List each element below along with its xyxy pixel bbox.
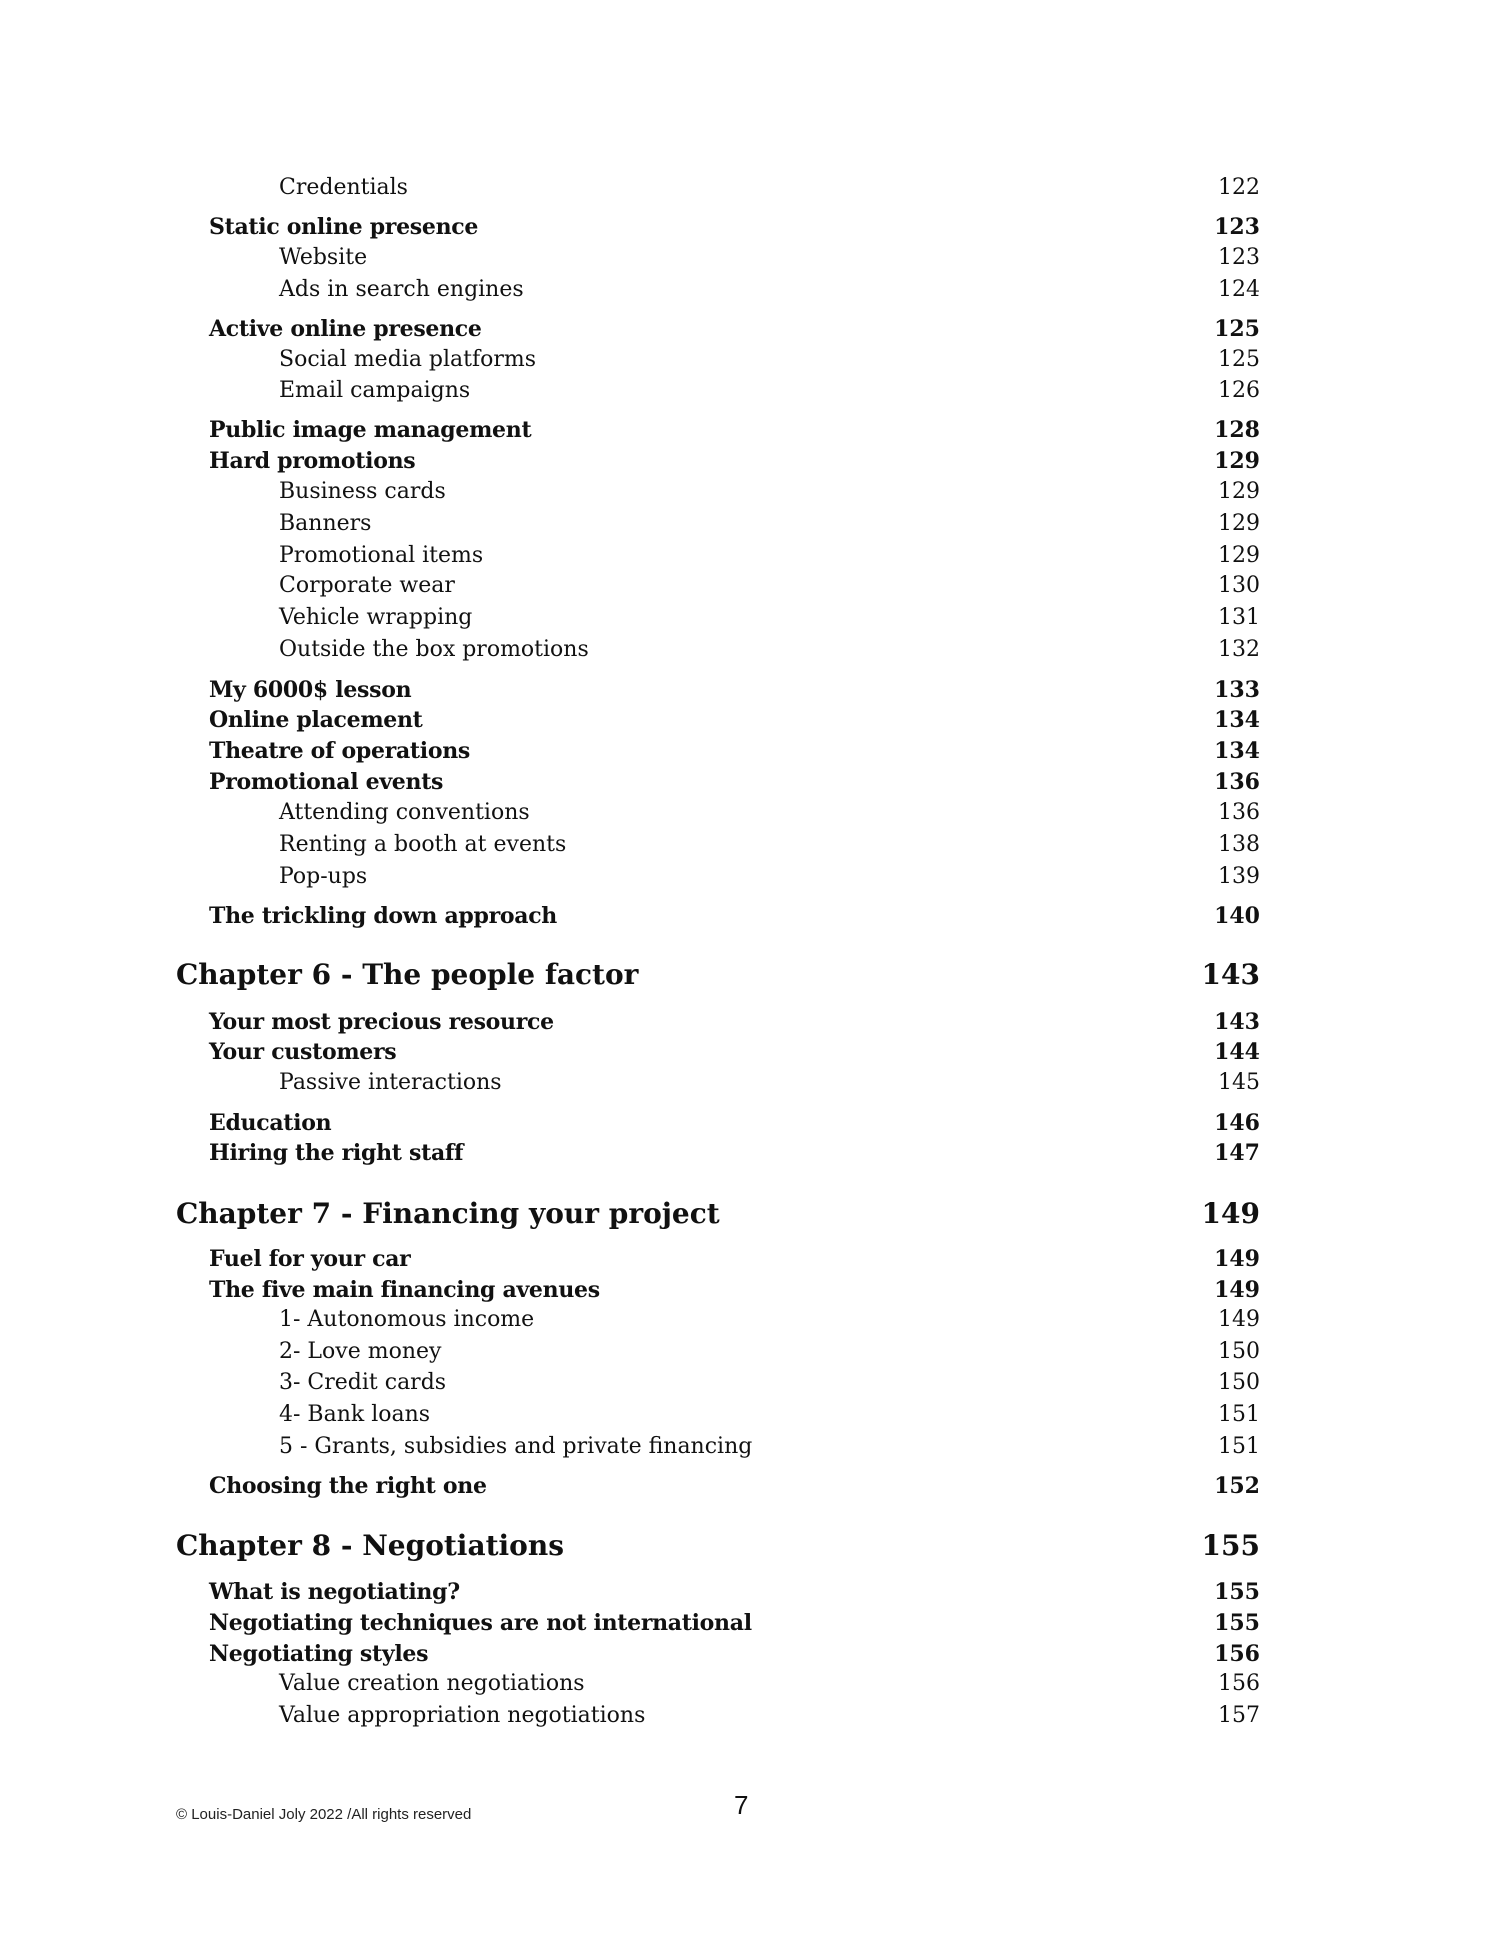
- toc-subsection-entry[interactable]: [0, 1368, 1500, 1398]
- toc-section-entry[interactable]: [0, 1577, 1500, 1607]
- toc-subsection-entry[interactable]: [0, 477, 1500, 507]
- toc-entry-title: Corporate wear: [279, 573, 455, 598]
- toc-section-entry[interactable]: [0, 1639, 1500, 1669]
- footer-page-number: 7: [734, 1790, 749, 1820]
- toc-entry-title: Chapter 6 - The people factor: [176, 958, 639, 991]
- toc-entry-title: What is negotiating?: [209, 1579, 460, 1605]
- toc-entry-title: Pop-ups: [279, 864, 368, 889]
- toc-section-entry[interactable]: [0, 1471, 1500, 1501]
- toc-entry-page-number: 143: [1201, 958, 1260, 991]
- toc-entry-page-number: 155: [1214, 1610, 1260, 1636]
- toc-entry-page-number: 156: [1218, 1671, 1260, 1696]
- toc-entry-page-number: 145: [1218, 1070, 1260, 1095]
- toc-entry-title: Social media platforms: [279, 347, 537, 372]
- toc-entry-page-number: 128: [1214, 417, 1260, 443]
- toc-entry-page-number: 129: [1218, 543, 1260, 568]
- toc-entry-title: Renting a booth at events: [279, 832, 567, 857]
- toc-entry-title: Business cards: [279, 479, 446, 504]
- toc-entry-title: Passive interactions: [279, 1070, 502, 1095]
- toc-entry-page-number: 130: [1218, 573, 1260, 598]
- toc-entry-title: Value appropriation negotiations: [279, 1703, 646, 1728]
- toc-entry-title: Education: [209, 1110, 332, 1136]
- toc-subsection-entry[interactable]: [0, 1701, 1500, 1731]
- toc-subsection-entry[interactable]: [0, 541, 1500, 571]
- toc-entry-title: Your most precious resource: [209, 1009, 554, 1035]
- toc-chapter-entry[interactable]: [0, 955, 1500, 995]
- toc-subsection-entry[interactable]: [0, 173, 1500, 203]
- toc-subsection-entry[interactable]: [0, 509, 1500, 539]
- toc-entry-page-number: 156: [1214, 1641, 1260, 1667]
- toc-section-entry[interactable]: [0, 1007, 1500, 1037]
- toc-chapter-entry[interactable]: [0, 1194, 1500, 1234]
- toc-entry-page-number: 126: [1218, 378, 1260, 403]
- toc-subsection-entry[interactable]: [0, 571, 1500, 601]
- toc-entry-page-number: 133: [1214, 677, 1260, 703]
- toc-entry-page-number: 149: [1201, 1197, 1260, 1230]
- toc-entry-title: Credentials: [279, 175, 408, 200]
- toc-subsection-entry[interactable]: [0, 1068, 1500, 1098]
- toc-entry-title: Negotiating techniques are not international: [209, 1610, 752, 1636]
- toc-entry-title: Vehicle wrapping: [279, 605, 473, 630]
- toc-section-entry[interactable]: [0, 212, 1500, 242]
- toc-entry-title: 3- Credit cards: [279, 1370, 447, 1395]
- toc-section-entry[interactable]: [0, 1108, 1500, 1138]
- toc-entry-title: Negotiating styles: [209, 1641, 429, 1667]
- toc-entry-title: Chapter 7 - Financing your project: [176, 1197, 720, 1230]
- toc-entry-page-number: 124: [1218, 277, 1260, 302]
- toc-entry-title: 1- Autonomous income: [279, 1307, 535, 1332]
- toc-entry-title: Static online presence: [209, 214, 479, 240]
- toc-subsection-entry[interactable]: [0, 376, 1500, 406]
- toc-entry-page-number: 144: [1214, 1039, 1260, 1065]
- toc-entry-title: The five main financing avenues: [209, 1277, 600, 1303]
- toc-entry-page-number: 129: [1218, 511, 1260, 536]
- toc-section-entry[interactable]: [0, 1037, 1500, 1067]
- toc-chapter-entry[interactable]: [0, 1526, 1500, 1566]
- toc-entry-page-number: 149: [1214, 1246, 1260, 1272]
- toc-entry-title: Outside the box promotions: [279, 637, 589, 662]
- toc-section-entry[interactable]: [0, 415, 1500, 445]
- toc-entry-page-number: 157: [1218, 1703, 1260, 1728]
- toc-entry-page-number: 150: [1218, 1370, 1260, 1395]
- toc-entry-page-number: 139: [1218, 864, 1260, 889]
- toc-section-entry[interactable]: [0, 1138, 1500, 1168]
- toc-entry-page-number: 151: [1218, 1434, 1260, 1459]
- toc-section-entry[interactable]: [0, 1275, 1500, 1305]
- toc-entry-page-number: 152: [1214, 1473, 1260, 1499]
- toc-section-entry[interactable]: [0, 314, 1500, 344]
- toc-subsection-entry[interactable]: [0, 830, 1500, 860]
- toc-entry-page-number: 151: [1218, 1402, 1260, 1427]
- toc-entry-page-number: 147: [1214, 1140, 1260, 1166]
- toc-section-entry[interactable]: [0, 446, 1500, 476]
- toc-section-entry[interactable]: [0, 705, 1500, 735]
- toc-entry-page-number: 134: [1214, 707, 1260, 733]
- toc-entry-page-number: 136: [1214, 769, 1260, 795]
- toc-entry-page-number: 150: [1218, 1339, 1260, 1364]
- toc-subsection-entry[interactable]: [0, 1400, 1500, 1430]
- toc-entry-page-number: 123: [1218, 245, 1260, 270]
- toc-entry-page-number: 149: [1218, 1307, 1260, 1332]
- toc-subsection-entry[interactable]: [0, 275, 1500, 305]
- toc-entry-page-number: 149: [1214, 1277, 1260, 1303]
- toc-entry-page-number: 155: [1214, 1579, 1260, 1605]
- toc-entry-title: Your customers: [209, 1039, 397, 1065]
- toc-section-entry[interactable]: [0, 675, 1500, 705]
- toc-section-entry[interactable]: [0, 1244, 1500, 1274]
- toc-entry-title: Promotional items: [279, 543, 484, 568]
- toc-subsection-entry[interactable]: [0, 1305, 1500, 1335]
- toc-entry-title: Fuel for your car: [209, 1246, 411, 1272]
- toc-entry-page-number: 132: [1218, 637, 1260, 662]
- toc-entry-title: The trickling down approach: [209, 903, 558, 929]
- toc-entry-page-number: 125: [1214, 316, 1260, 342]
- toc-entry-title: 5 - Grants, subsidies and private financing: [279, 1434, 753, 1459]
- toc-section-entry[interactable]: [0, 767, 1500, 797]
- toc-subsection-entry[interactable]: [0, 862, 1500, 892]
- toc-subsection-entry[interactable]: [0, 1669, 1500, 1699]
- toc-entry-page-number: 122: [1218, 175, 1260, 200]
- toc-entry-page-number: 143: [1214, 1009, 1260, 1035]
- toc-entry-page-number: 131: [1218, 605, 1260, 630]
- toc-entry-title: Active online presence: [209, 316, 482, 342]
- toc-entry-title: Website: [279, 245, 368, 270]
- toc-entry-page-number: 129: [1218, 479, 1260, 504]
- toc-entry-page-number: 155: [1201, 1529, 1260, 1562]
- toc-subsection-entry[interactable]: [0, 1337, 1500, 1367]
- toc-subsection-entry[interactable]: [0, 243, 1500, 273]
- toc-entry-title: 4- Bank loans: [279, 1402, 431, 1427]
- toc-entry-title: Public image management: [209, 417, 532, 443]
- toc-section-entry[interactable]: [0, 736, 1500, 766]
- toc-section-entry[interactable]: [0, 901, 1500, 931]
- toc-entry-title: 2- Love money: [279, 1339, 442, 1364]
- toc-entry-title: Attending conventions: [279, 800, 530, 825]
- toc-subsection-entry[interactable]: [0, 635, 1500, 665]
- toc-subsection-entry[interactable]: [0, 603, 1500, 633]
- toc-entry-title: Chapter 8 - Negotiations: [176, 1529, 564, 1562]
- toc-entry-title: Promotional events: [209, 769, 444, 795]
- toc-entry-title: Hiring the right staff: [209, 1140, 464, 1166]
- toc-entry-title: Ads in search engines: [279, 277, 524, 302]
- toc-entry-page-number: 125: [1218, 347, 1260, 372]
- toc-entry-page-number: 134: [1214, 738, 1260, 764]
- footer-copyright: © Louis-Daniel Joly 2022 /All rights reserved: [176, 1806, 472, 1823]
- toc-subsection-entry[interactable]: [0, 798, 1500, 828]
- toc-entry-title: My 6000$ lesson: [209, 677, 412, 703]
- toc-entry-title: Theatre of operations: [209, 738, 470, 764]
- toc-entry-title: Online placement: [209, 707, 423, 733]
- toc-subsection-entry[interactable]: [0, 345, 1500, 375]
- toc-entry-page-number: 136: [1218, 800, 1260, 825]
- toc-entry-title: Hard promotions: [209, 448, 416, 474]
- toc-entry-page-number: 140: [1214, 903, 1260, 929]
- toc-entry-page-number: 129: [1214, 448, 1260, 474]
- toc-entry-page-number: 123: [1214, 214, 1260, 240]
- toc-entry-page-number: 138: [1218, 832, 1260, 857]
- toc-entry-page-number: 146: [1214, 1110, 1260, 1136]
- toc-entry-title: Value creation negotiations: [279, 1671, 585, 1696]
- toc-subsection-entry[interactable]: [0, 1432, 1500, 1462]
- toc-section-entry[interactable]: [0, 1608, 1500, 1638]
- toc-entry-title: Banners: [279, 511, 372, 536]
- toc-entry-title: Choosing the right one: [209, 1473, 487, 1499]
- toc-entry-title: Email campaigns: [279, 378, 471, 403]
